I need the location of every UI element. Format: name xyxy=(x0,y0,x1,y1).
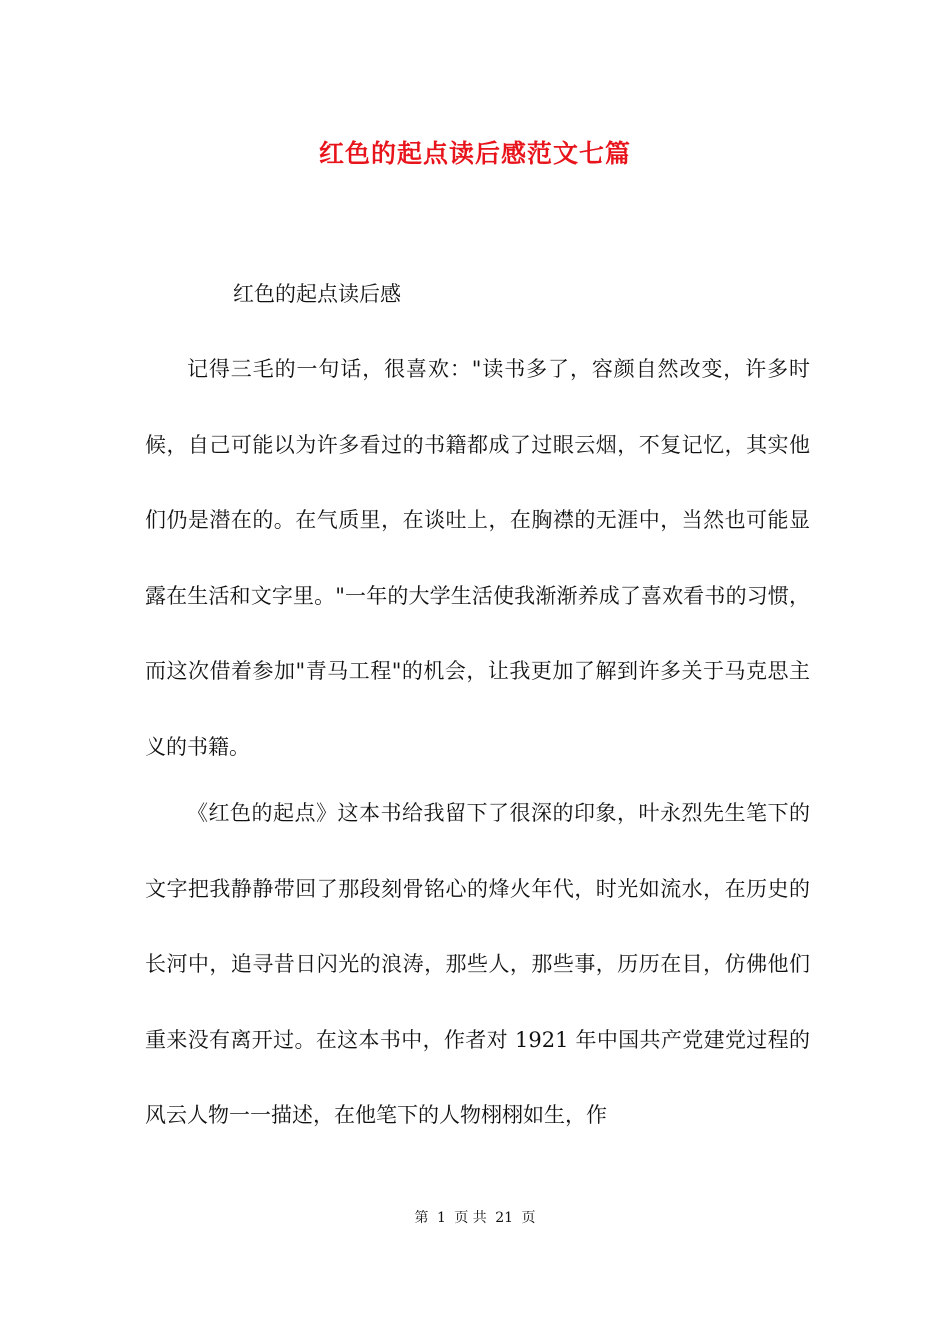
body-paragraph: 记得三毛的一句话，很喜欢："读书多了，容颜自然改变，许多时候，自己可能以为许多看过的书籍都成了过眼云烟，不复记忆，其实他们仍是潜在的。在气质里，在谈吐上，在胸襟的无涯中，当然也可能显露在生活和文字里。"一年的大学生活使我渐渐养成了喜欢看书的习惯，而这次借着参加"青马工程"的机会，让我更加了解到许多关于马克思主义的书籍。 xyxy=(145,357,810,759)
document-title: 红色的起点读后感范文七篇 xyxy=(318,139,631,168)
footer-suffix: 页 xyxy=(521,1210,536,1226)
page-footer xyxy=(0,1208,950,1228)
current-page-number: 1 xyxy=(436,1210,446,1226)
footer-prefix: 第 xyxy=(414,1210,429,1226)
section-subtitle: 红色的起点读后感 xyxy=(233,282,401,306)
body-paragraph: 《红色的起点》这本书给我留下了很深的印象，叶永烈先生笔下的文字把我静静带回了那段刻骨铭心的烽火年代，时光如流水，在历史的长河中，追寻昔日闪光的浪涛，那些人，那些事，历历在目，仿佛他们重来没有离开过。在这本书中，作者对 1921 年中国共产党建党过程的风云人物一一描述，在他笔下的人物栩栩如生，作 xyxy=(145,801,810,1127)
total-page-count: 21 xyxy=(495,1210,514,1226)
footer-middle: 页 共 xyxy=(454,1210,487,1226)
